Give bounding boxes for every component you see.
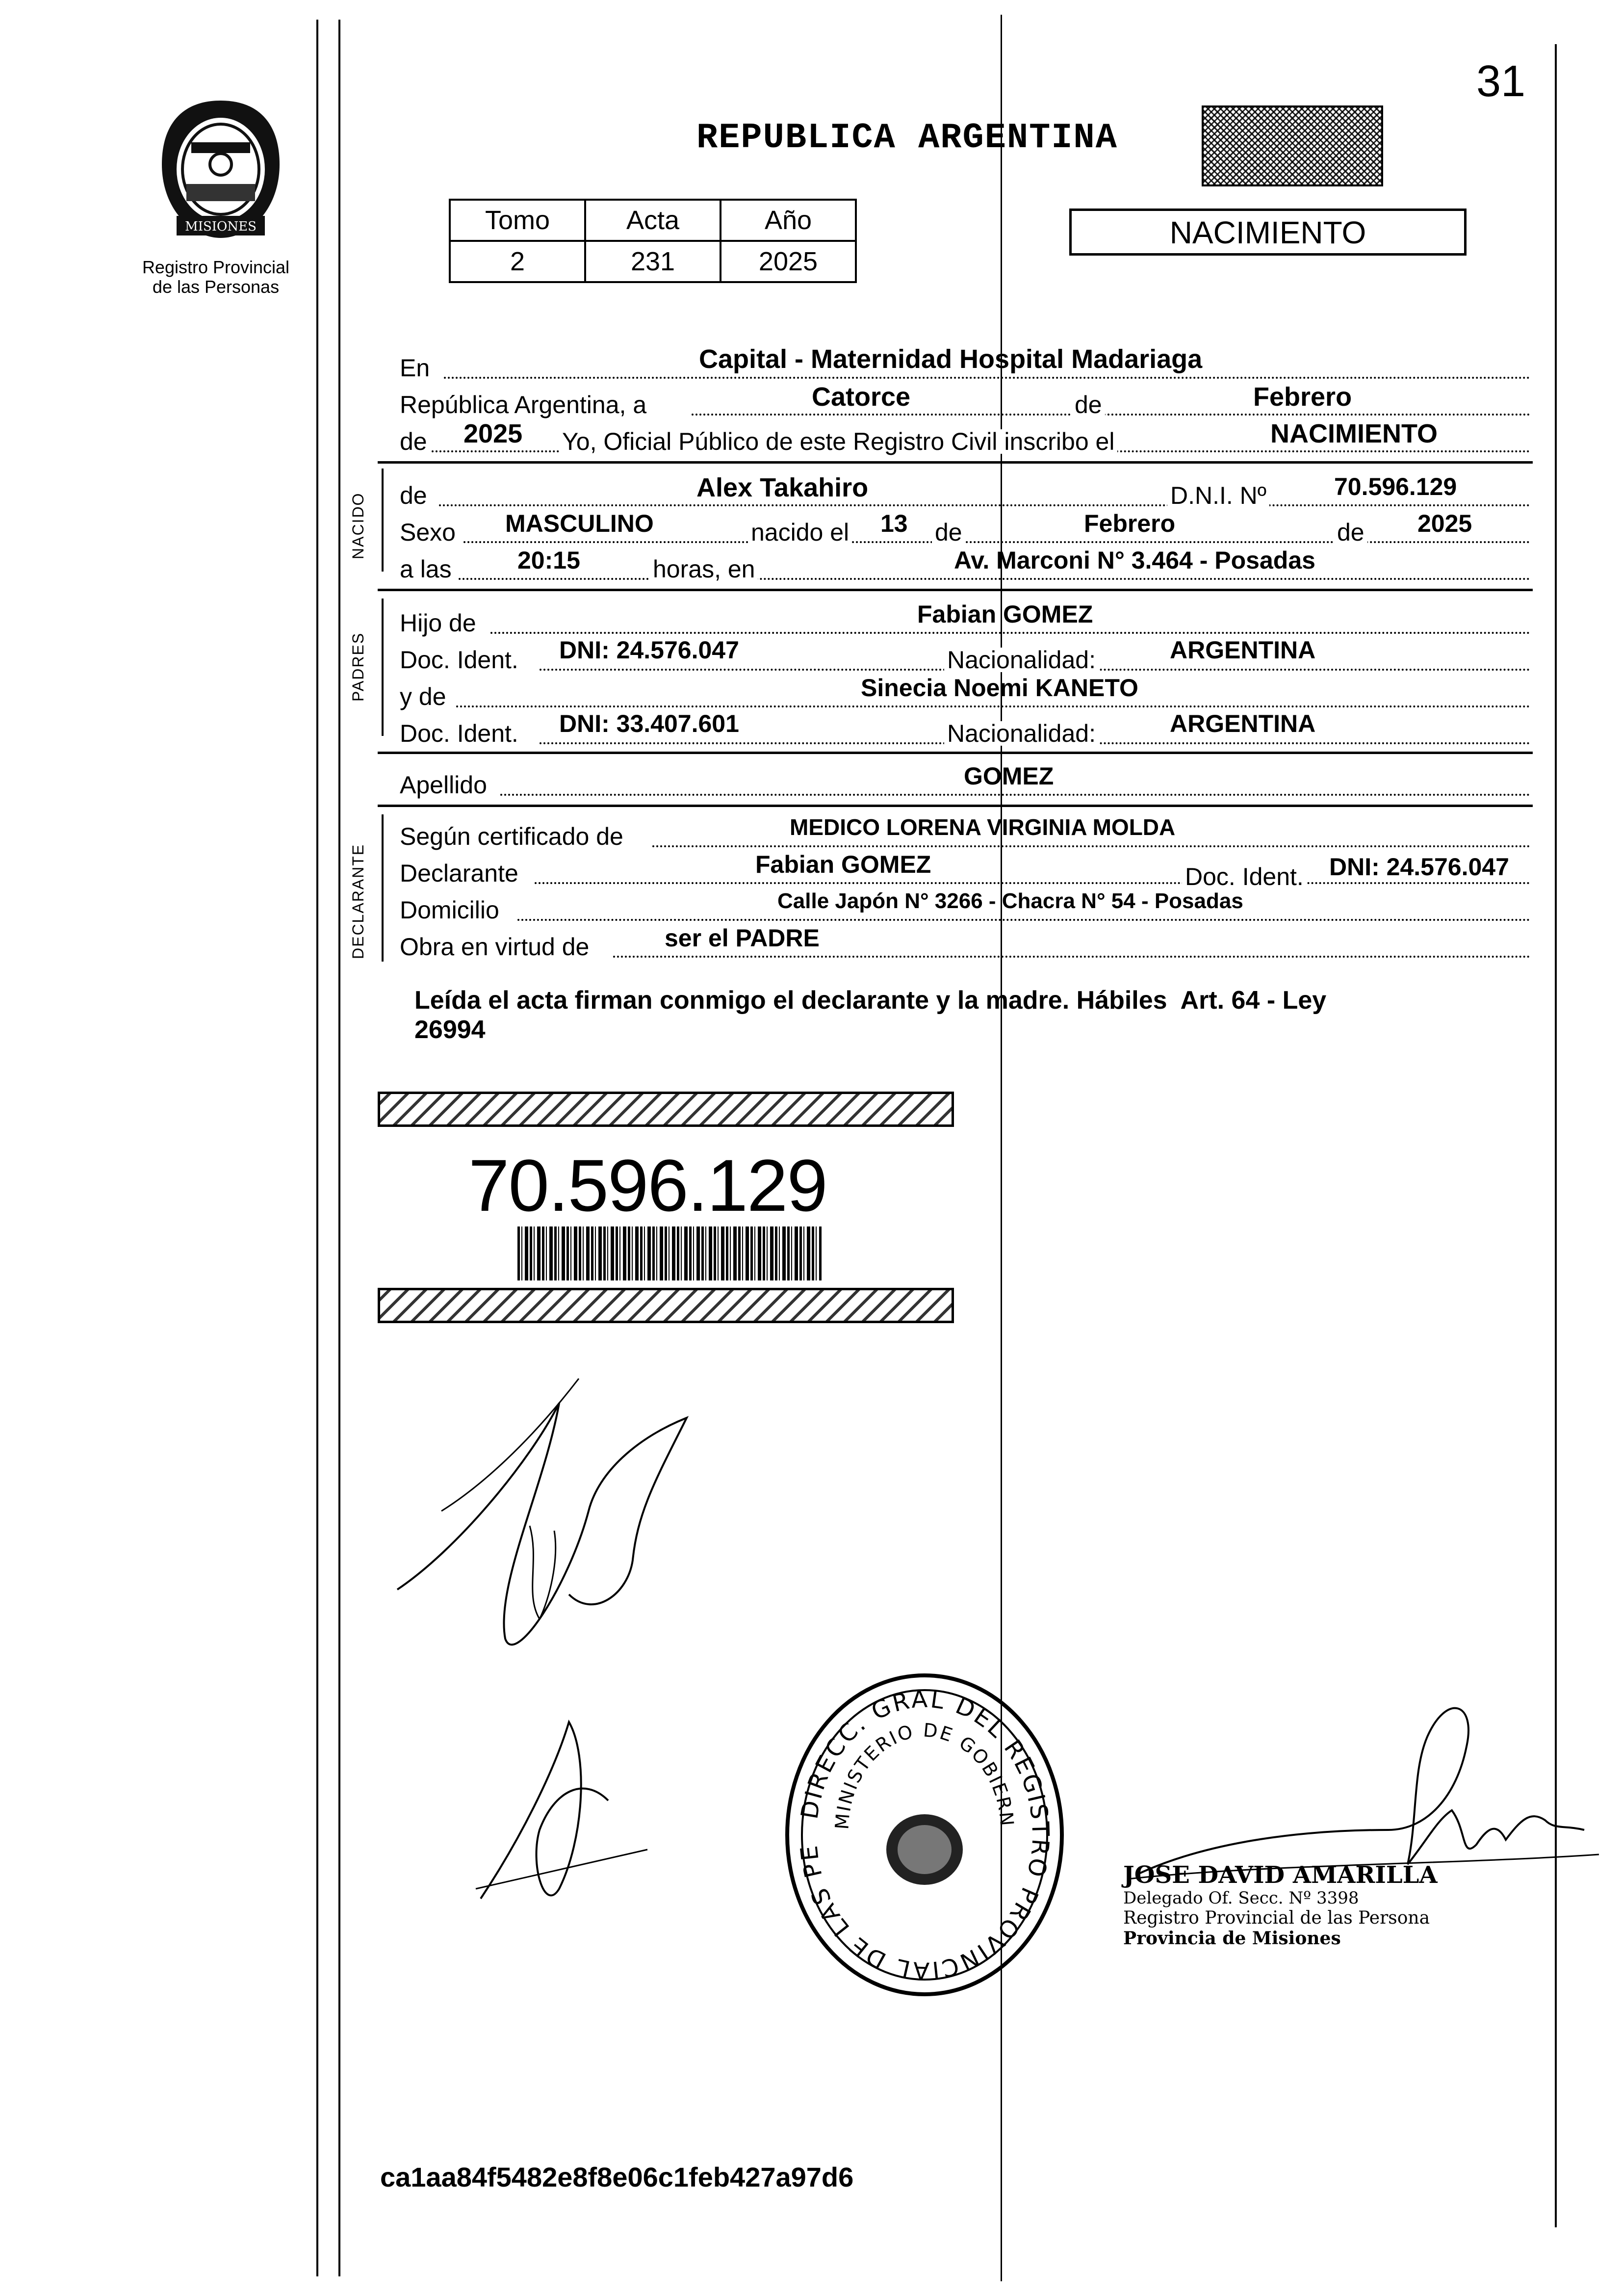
- birth-time-value: 20:15: [517, 547, 580, 574]
- dots: [692, 414, 1530, 416]
- day-words-value: Catorce: [812, 382, 911, 412]
- y-de-label: y de: [400, 683, 446, 710]
- year-value: 2025: [463, 419, 523, 448]
- emblem-caption: [123, 258, 309, 297]
- dots: [444, 377, 1530, 379]
- nacido-bracket: [382, 469, 384, 572]
- table-value-anio: 2025: [721, 241, 856, 282]
- en-label: En: [400, 354, 430, 382]
- birth-month-value: Febrero: [1084, 510, 1176, 537]
- nacido-el-label: nacido el: [748, 520, 852, 545]
- closing-line-1: Leída el acta firman conmigo el declarante y la madre. Hábiles Art. 64 - Ley: [414, 986, 1327, 1015]
- official-province: Provincia de Misiones: [1123, 1928, 1341, 1949]
- official-name: JOSE DAVID AMARILLA: [1123, 1861, 1438, 1889]
- a-las-label: a las: [400, 555, 452, 583]
- de-label-2: de: [932, 520, 965, 545]
- father-name-value: Fabian GOMEZ: [917, 600, 1093, 628]
- segun-certificado-label: Según certificado de: [400, 823, 623, 850]
- section-divider: [378, 589, 1533, 591]
- closing-statement: [414, 986, 1543, 1045]
- declarante-label: Declarante: [400, 860, 518, 887]
- declarant-doc-value: DNI: 24.576.047: [1329, 853, 1509, 881]
- declarant-name-value: Fabian GOMEZ: [755, 851, 931, 878]
- obra-label: Obra en virtud de: [400, 933, 590, 961]
- table-header-anio: Año: [721, 200, 856, 241]
- horas-label: horas, en: [650, 557, 758, 581]
- official-office: Registro Provincial de las Persona: [1123, 1908, 1430, 1929]
- closing-line-2: 26994: [414, 1015, 486, 1044]
- de-label: de: [1072, 392, 1105, 417]
- page-number: 31: [1476, 57, 1526, 106]
- mother-doc-value: DNI: 33.407.601: [559, 710, 739, 737]
- document-hash: ca1aa84f5482e8f8e06c1feb427a97d6: [380, 2162, 854, 2192]
- doc-ident-label: Doc. Ident.: [400, 646, 518, 674]
- province-emblem-logo: [157, 96, 284, 243]
- table-value-tomo: 2: [450, 241, 585, 282]
- svg-text:MINISTERIO DE GOBIERNO: MINISTERIO DE GOBIERN: [831, 1719, 1018, 1830]
- de-label: de: [400, 482, 427, 509]
- dni-label: D.N.I. Nº: [1167, 483, 1269, 508]
- left-margin-line-2: [338, 20, 340, 2276]
- nacionalidad-label: Nacionalidad:: [944, 648, 1099, 672]
- security-band-top: [378, 1092, 954, 1127]
- signature-mother: [461, 1702, 657, 1918]
- father-nationality-value: ARGENTINA: [1170, 636, 1316, 664]
- dots: [459, 578, 1530, 580]
- official-role: Delegado Of. Secc. Nº 3398: [1123, 1888, 1359, 1908]
- sexo-label: Sexo: [400, 519, 456, 546]
- month-value: Febrero: [1253, 382, 1352, 412]
- father-doc-value: DNI: 24.576.047: [559, 636, 739, 664]
- document-title: REPUBLICA ARGENTINA: [696, 118, 1118, 158]
- dni-large-number: 70.596.129: [468, 1144, 827, 1226]
- table-value-acta: 231: [585, 241, 721, 282]
- mother-name-value: Sinecia Noemi KANETO: [861, 674, 1138, 702]
- dots: [535, 882, 1530, 884]
- section-divider: [378, 752, 1533, 754]
- padres-section-label: PADRES: [349, 632, 367, 702]
- dots: [517, 919, 1530, 921]
- registry-table: [449, 199, 857, 283]
- doc-ident-label-2: Doc. Ident.: [400, 720, 518, 747]
- nacido-section-label: NACIDO: [349, 492, 367, 559]
- section-divider: [378, 805, 1533, 807]
- de2-label: de: [400, 428, 427, 455]
- hijo-de-label: Hijo de: [400, 609, 476, 637]
- dots: [652, 845, 1530, 847]
- signature-declarant: [383, 1364, 716, 1668]
- newborn-name-value: Alex Takahiro: [696, 473, 869, 502]
- table-header-tomo: Tomo: [450, 200, 585, 241]
- barcode: [517, 1226, 822, 1280]
- dots: [439, 504, 1530, 506]
- declarante-bracket: [382, 814, 384, 962]
- registry-stamp: [780, 1668, 1069, 2002]
- section-divider: [378, 461, 1533, 464]
- svg-text:MISIONES: MISIONES: [185, 219, 257, 234]
- dots: [490, 632, 1530, 634]
- obra-value: ser el PADRE: [665, 924, 820, 952]
- birth-day-value: 13: [880, 510, 908, 537]
- official-block: [1123, 1862, 1438, 1949]
- newborn-dni-value: 70.596.129: [1334, 473, 1457, 500]
- left-margin-line: [316, 20, 318, 2276]
- svg-text:DIRECC. GRAL DEL REGISTRO PROV: DIRECC. GRAL DEL REGISTRO PROVINCIAL DE LAS PE: [795, 1685, 1055, 1984]
- emblem-caption-line2: de las Personas: [152, 277, 280, 297]
- address-value: Calle Japón N° 3266 - Chacra N° 54 - Posadas: [777, 889, 1243, 913]
- security-hologram: [1202, 105, 1383, 186]
- republica-label: República Argentina, a: [400, 391, 647, 418]
- emblem-caption-line1: Registro Provincial: [142, 257, 290, 277]
- birth-address-value: Av. Marconi N° 3.464 - Posadas: [954, 547, 1315, 574]
- certificate-value: MEDICO LORENA VIRGINIA MOLDA: [790, 814, 1176, 840]
- security-band-bottom: [378, 1288, 954, 1323]
- domicilio-label: Domicilio: [400, 896, 499, 924]
- mother-nationality-value: ARGENTINA: [1170, 710, 1316, 737]
- dots: [463, 541, 1530, 543]
- nacionalidad-label-2: Nacionalidad:: [944, 721, 1099, 746]
- apellido-label: Apellido: [400, 771, 487, 799]
- place-value: Capital - Maternidad Hospital Madariaga: [699, 344, 1203, 374]
- sexo-value: MASCULINO: [505, 510, 654, 537]
- birth-year-value: 2025: [1417, 510, 1472, 537]
- act-type-box: NACIMIENTO: [1069, 209, 1467, 256]
- act-value: NACIMIENTO: [1270, 419, 1438, 448]
- declarante-section-label: DECLARANTE: [349, 843, 367, 959]
- doc-ident-label-3: Doc. Ident.: [1182, 864, 1307, 889]
- surname-value: GOMEZ: [964, 762, 1054, 790]
- table-header-acta: Acta: [585, 200, 721, 241]
- dots: [456, 705, 1530, 707]
- dots: [500, 794, 1530, 796]
- yo-text: Yo, Oficial Público de este Registro Civil inscribo el: [559, 429, 1117, 454]
- dots: [613, 956, 1530, 958]
- de-label-3: de: [1334, 520, 1367, 545]
- padres-bracket: [382, 599, 384, 736]
